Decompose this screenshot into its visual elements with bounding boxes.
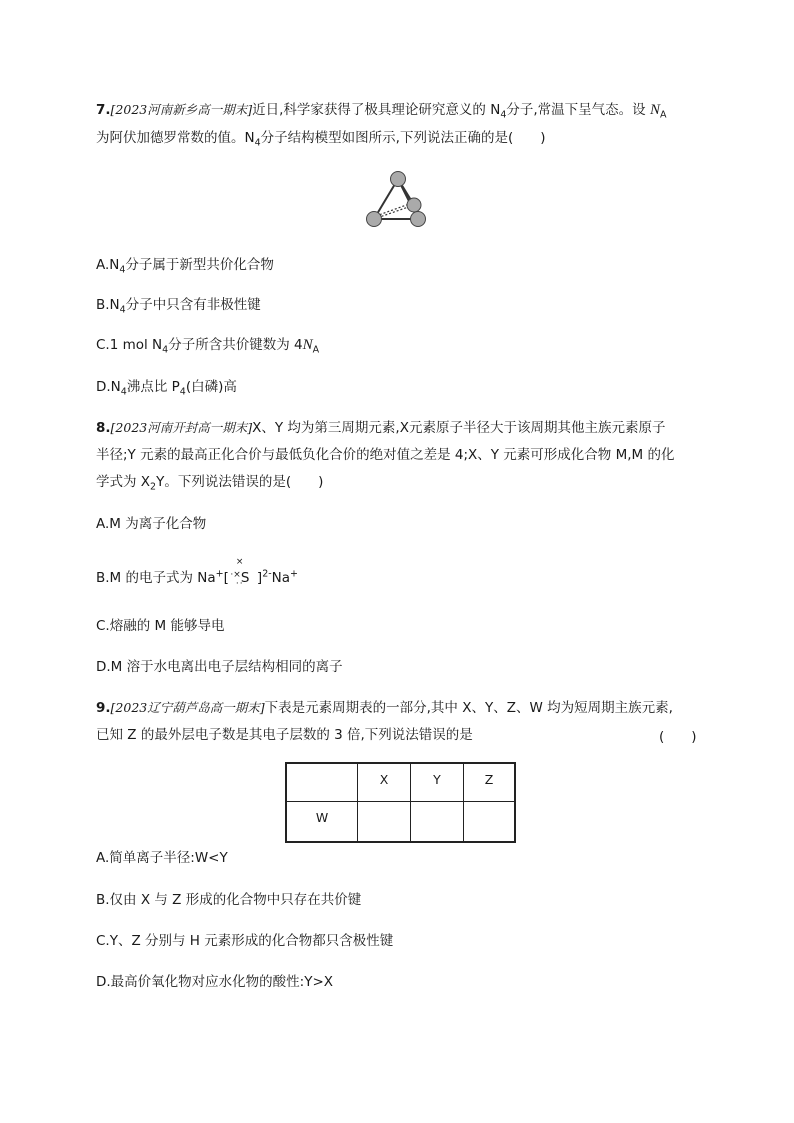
q9-answer-paren: ( ) xyxy=(659,729,697,745)
q7-option-a: $A.N_4$分子属于新型共价化合物 xyxy=(96,257,274,276)
n4-molecule-diagram xyxy=(364,168,428,230)
electron-dot-sulfur: ·× × S ·· xyxy=(230,557,250,589)
atom-right xyxy=(411,212,426,227)
q7-stem-line1: 7.[2023河南新乡高一期末]近日,科学家获得了极具理论研究意义的 $N_4$分子,常温下呈气态。设 $N_A$ xyxy=(96,102,667,121)
q7-option-d: $D.N_4$沸点比 $P_4$(白磷)高 xyxy=(96,379,237,398)
atom-left xyxy=(367,212,382,227)
q9-stem-line2: 已知 Z 的最外层电子数是其电子层数的 3 倍,下列说法错误的是 xyxy=(96,727,473,743)
q7-option-c: C.1 mol $N_4$分子所含共价键数为 $4N_A$ xyxy=(96,337,320,356)
q8-number: 8 xyxy=(96,420,106,436)
q8-option-d: D.M 溶于水电离出电子层结构相同的离子 xyxy=(96,659,343,675)
q7-stem-line2: 为阿伏加德罗常数的值。$N_4$分子结构模型如图所示,下列说法正确的是( ) xyxy=(96,130,546,149)
q9-option-b: B.仅由 X 与 Z 形成的化合物中只存在共价键 xyxy=(96,892,362,908)
q8-stem-line1: 8.[2023河南开封高一期末]X、Y 均为第三周期元素,X元素原子半径大于该周期其他主族元素原子 xyxy=(96,420,666,436)
q8-option-a: A.M 为离子化合物 xyxy=(96,516,207,532)
q9-stem-line1: 9.[2023辽宁葫芦岛高一期末]下表是元素周期表的一部分,其中 X、Y、Z、W 均为短周期主族元素, xyxy=(96,700,673,716)
q9-source: [2023辽宁葫芦岛高一期末] xyxy=(110,700,265,715)
q9-option-a: A.简单离子半径:W<Y xyxy=(96,850,228,866)
q8-option-b: B.M 的电子式为 Na+[ ·× × S ·· ]$^{2-}$Na+ xyxy=(96,557,299,589)
q7-source: [2023河南新乡高一期末] xyxy=(110,102,253,117)
table-cell xyxy=(411,802,464,843)
q8-stem-line3: 学式为 $X_2Y$。下列说法错误的是( ) xyxy=(96,474,324,493)
q9-option-c: C.Y、Z 分别与 H 元素形成的化合物都只含极性键 xyxy=(96,933,394,949)
q9-number: 9 xyxy=(96,700,106,716)
periodic-table-fragment xyxy=(285,762,516,843)
table-cell: W xyxy=(286,802,358,843)
q8-source: [2023河南开封高一期末] xyxy=(110,420,253,435)
table-cell: Z xyxy=(464,763,516,802)
atom-back xyxy=(407,198,421,212)
table-row xyxy=(286,763,515,802)
q7-option-b: $B.N_4$分子中只含有非极性键 xyxy=(96,297,261,316)
q8-stem-line2: 半径;Y 元素的最高正化合价与最低负化合价的绝对值之差是 4;X、Y 元素可形成化合物 M,M 的化 xyxy=(96,447,675,463)
q7-number: 7 xyxy=(96,102,106,118)
table-cell xyxy=(286,763,358,802)
table-cell: X xyxy=(358,763,411,802)
table-row xyxy=(286,802,515,843)
q8-option-c: C.熔融的 M 能够导电 xyxy=(96,618,225,634)
table-cell xyxy=(464,802,516,843)
atom-top xyxy=(391,172,406,187)
table-cell xyxy=(358,802,411,843)
q9-option-d: D.最高价氧化物对应水化物的酸性:Y>X xyxy=(96,974,334,990)
table-cell: Y xyxy=(411,763,464,802)
